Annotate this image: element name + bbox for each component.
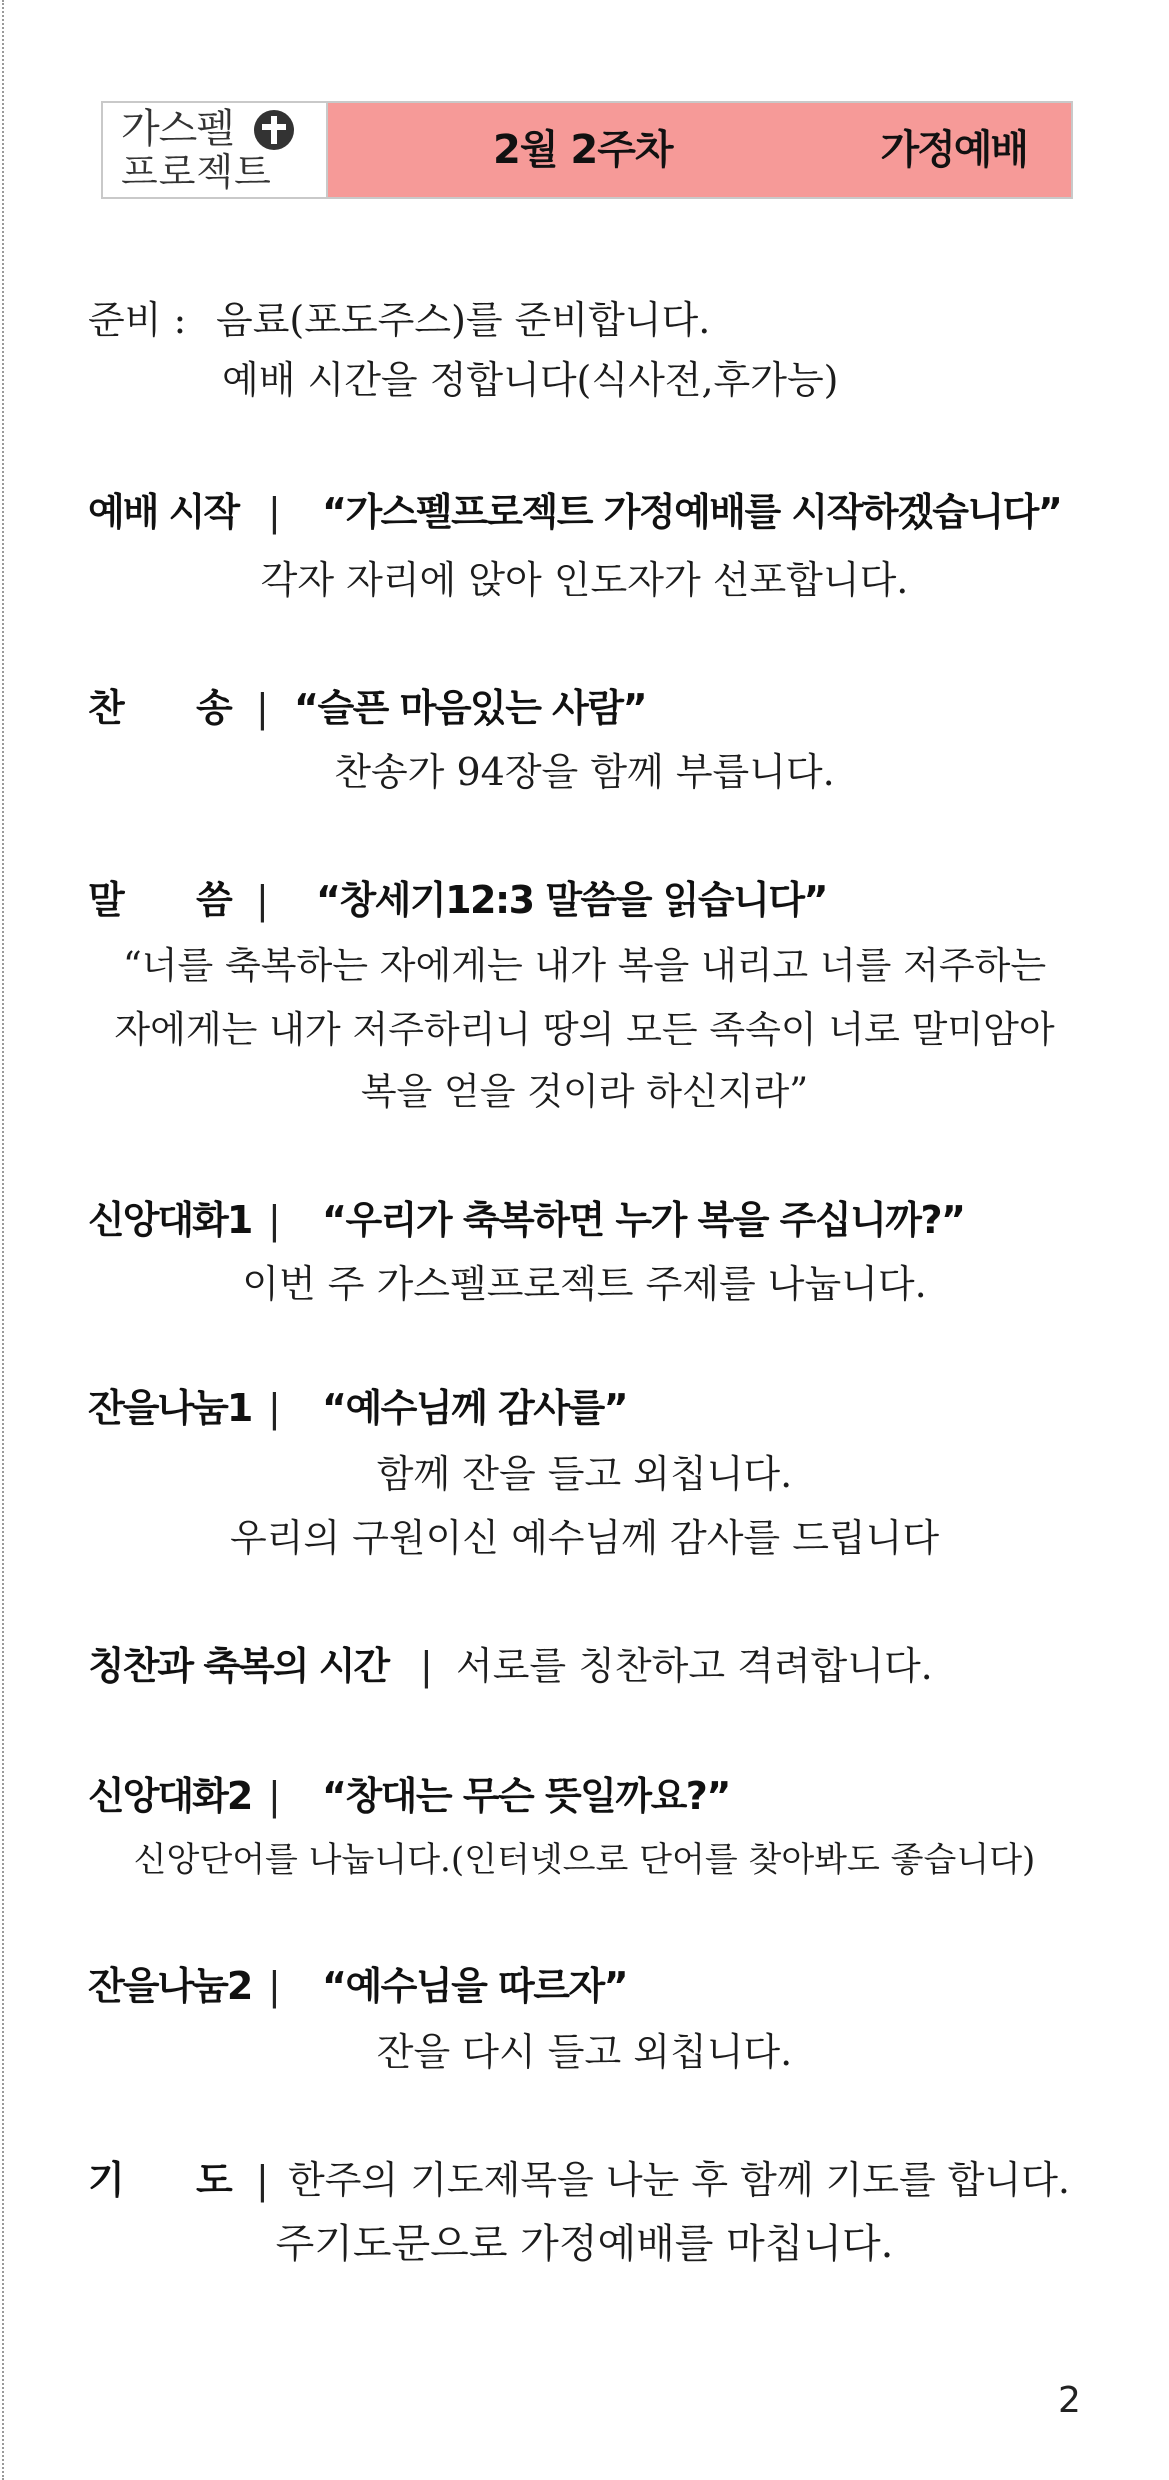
faith-talk1-label: 신앙대화1 — [88, 1198, 252, 1242]
word-label-second: 씀 — [196, 878, 231, 922]
hymn-separator: | — [256, 686, 269, 730]
start-quote: “가스펠프로젝트 가정예배를 시작하겠습니다” — [322, 490, 1062, 534]
cup-sharing1-description2: 우리의 구원이신 예수님께 감사를 드립니다 — [229, 1516, 940, 1560]
prep-line1: 음료(포도주스)를 준비합니다. — [216, 298, 711, 342]
logo — [103, 103, 328, 197]
cross-circle-icon — [253, 109, 295, 151]
week-label: 2월 2주차 — [493, 127, 673, 173]
worship-title: 가정예배 — [880, 127, 1027, 173]
prayer-description1: 한주의 기도제목을 나눈 후 함께 기도를 합니다. — [288, 2158, 1071, 2202]
faith-talk1-separator: | — [268, 1198, 281, 1242]
header-band — [328, 103, 1071, 197]
faith-talk2-description: 신앙단어를 나눕니다.(인터넷으로 단어를 찾아봐도 좋습니다) — [133, 1840, 1036, 1880]
faith-talk1-description: 이번 주 가스펠프로젝트 주제를 나눕니다. — [242, 1262, 927, 1306]
page-number: 2 — [1058, 2380, 1081, 2421]
faith-talk2-label: 신앙대화2 — [88, 1774, 252, 1818]
cup-sharing2-label: 잔을나눔2 — [88, 1964, 252, 2008]
hymn-quote: “슬픈 마음있는 사람” — [294, 686, 647, 730]
word-label-first: 말 — [88, 878, 123, 922]
hymn-label-second: 송 — [196, 686, 231, 730]
prayer-separator: | — [256, 2158, 269, 2202]
praise-description: 서로를 칭찬하고 격려합니다. — [456, 1644, 933, 1688]
praise-label: 칭찬과 축복의 시간 — [88, 1644, 389, 1688]
cup-sharing1-quote: “예수님께 감사를” — [322, 1386, 628, 1430]
header-banner — [101, 101, 1073, 199]
cup-sharing2-separator: | — [268, 1964, 281, 2008]
hymn-description: 찬송가 94장을 함께 부릅니다. — [334, 750, 835, 794]
logo-text-line2: 프로젝트 — [121, 150, 272, 194]
verse-line2: 자에게는 내가 저주하리니 땅의 모든 족속이 너로 말미암아 — [114, 1008, 1055, 1051]
word-separator: | — [256, 878, 269, 922]
verse-line3: 복을 얻을 것이라 하신지라” — [360, 1070, 809, 1113]
prep-line2: 예배 시간을 정합니다(식사전,후가능) — [222, 358, 839, 402]
cup-sharing1-description1: 함께 잔을 들고 외칩니다. — [376, 1452, 793, 1496]
faith-talk1-quote: “우리가 축복하면 누가 복을 주십니까?” — [322, 1198, 965, 1242]
cup-sharing2-description: 잔을 다시 들고 외칩니다. — [376, 2030, 793, 2074]
cup-sharing1-separator: | — [268, 1386, 281, 1430]
cup-sharing2-quote: “예수님을 따르자” — [322, 1964, 628, 2008]
start-label: 예배 시작 — [88, 490, 239, 534]
start-separator: | — [268, 490, 281, 534]
prayer-label-second: 도 — [196, 2158, 231, 2202]
start-description: 각자 자리에 앉아 인도자가 선포합니다. — [260, 558, 909, 602]
page-edge-dotted-line — [2, 0, 4, 2480]
faith-talk2-separator: | — [268, 1774, 281, 1818]
prayer-label-first: 기 — [88, 2158, 123, 2202]
prep-label: 준비 : — [88, 298, 187, 342]
prayer-description2: 주기도문으로 가정예배를 마칩니다. — [275, 2221, 894, 2267]
word-quote: “창세기12:3 말씀을 읽습니다” — [316, 878, 828, 922]
verse-line1: “너를 축복하는 자에게는 내가 복을 내리고 너를 저주하는 — [122, 944, 1047, 987]
praise-separator: | — [420, 1644, 433, 1688]
cup-sharing1-label: 잔을나눔1 — [88, 1386, 252, 1430]
logo-text-line1: 가스펠 — [121, 106, 234, 152]
hymn-label-first: 찬 — [88, 686, 123, 730]
faith-talk2-quote: “창대는 무슨 뜻일까요?” — [322, 1774, 730, 1818]
